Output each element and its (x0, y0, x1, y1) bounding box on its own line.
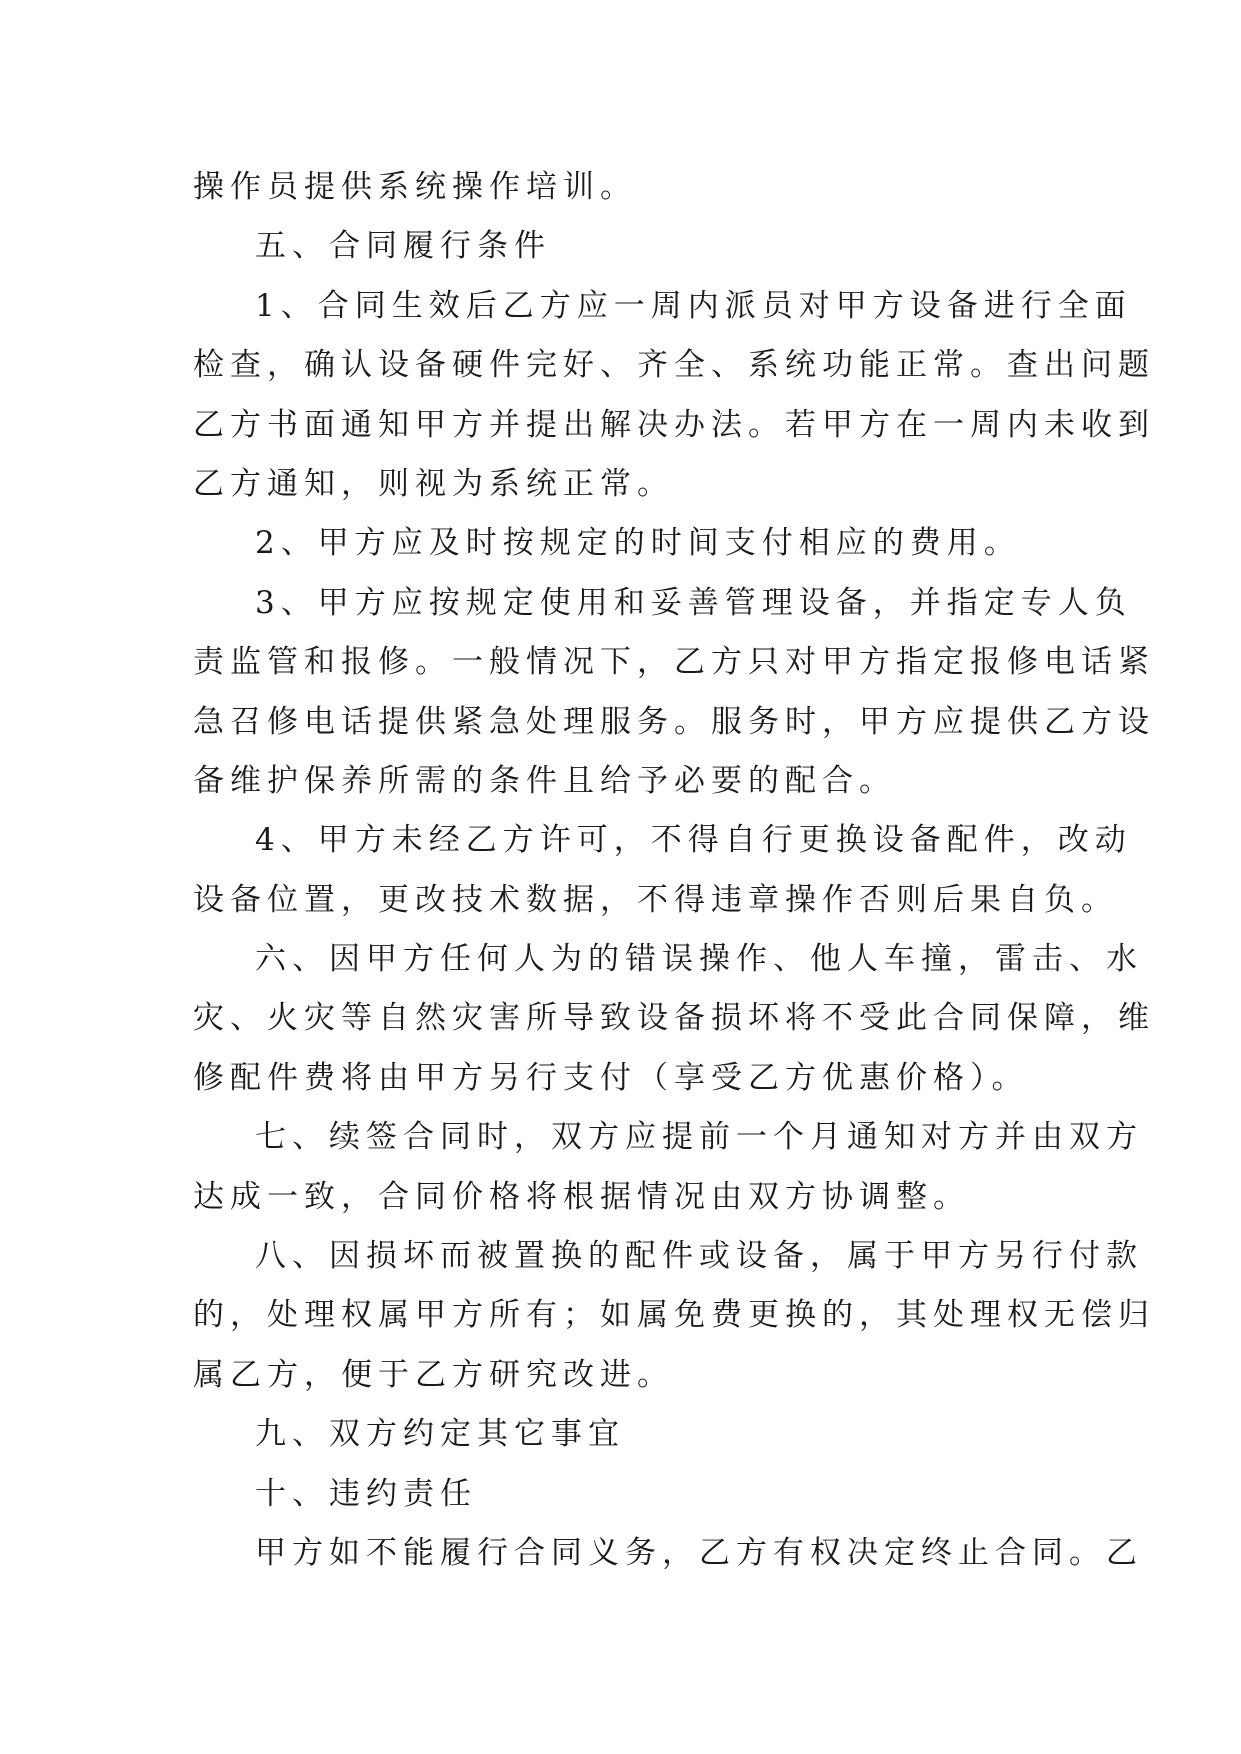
text-line: 设备位置，更改技术数据，不得违章操作否则后果自负。 (193, 881, 1118, 918)
text-line: 甲方如不能履行合同义务，乙方有权决定终止合同。乙 (255, 1534, 1143, 1571)
section-heading-seven: 七、续签合同时，双方应提前一个月通知对方并由双方 (255, 1119, 1143, 1156)
text-line: 2、甲方应及时按规定的时间支付相应的费用。 (255, 525, 1021, 562)
text-line: 修配件费将由甲方另行支付（享受乙方优惠价格）。 (193, 1059, 1029, 1096)
section-heading-ten: 十、违约责任 (255, 1475, 477, 1512)
text-line: 备维护保养所需的条件且给予必要的配合。 (193, 762, 896, 799)
text-line: 操作员提供系统操作培训。 (193, 169, 637, 205)
text-line: 属乙方，便于乙方研究改进。 (193, 1356, 674, 1393)
text-line: 1、合同生效后乙方应一周内派员对甲方设备进行全面 (255, 287, 1132, 324)
text-line: 检查，确认设备硬件完好、齐全、系统功能正常。查出问题 (193, 347, 1155, 384)
text-line: 乙方书面通知甲方并提出解决办法。若甲方在一周内未收到 (193, 406, 1155, 443)
section-heading-nine: 九、双方约定其它事宜 (255, 1416, 625, 1453)
contract-body (193, 158, 1155, 1583)
text-line: 责监管和报修。一般情况下，乙方只对甲方指定报修电话紧 (193, 644, 1155, 681)
section-heading-five: 五、合同履行条件 (255, 228, 551, 265)
text-line: 急召修电话提供紧急处理服务。服务时，甲方应提供乙方设 (193, 703, 1155, 740)
text-line: 达成一致，合同价格将根据情况由双方协调整。 (193, 1178, 970, 1215)
text-line: 的，处理权属甲方所有；如属免费更换的，其处理权无偿归 (193, 1297, 1155, 1334)
text-line: 灾、火灾等自然灾害所导致设备损坏将不受此合同保障，维 (193, 1000, 1155, 1037)
text-line: 乙方通知，则视为系统正常。 (193, 465, 674, 502)
text-line: 4、甲方未经乙方许可，不得自行更换设备配件，改动 (255, 822, 1132, 859)
text-line: 3、甲方应按规定使用和妥善管理设备，并指定专人负 (255, 584, 1132, 621)
section-heading-eight: 八、因损坏而被置换的配件或设备，属于甲方另行付款 (255, 1238, 1143, 1275)
section-heading-six: 六、因甲方任何人为的错误操作、他人车撞，雷击、水 (255, 941, 1143, 978)
